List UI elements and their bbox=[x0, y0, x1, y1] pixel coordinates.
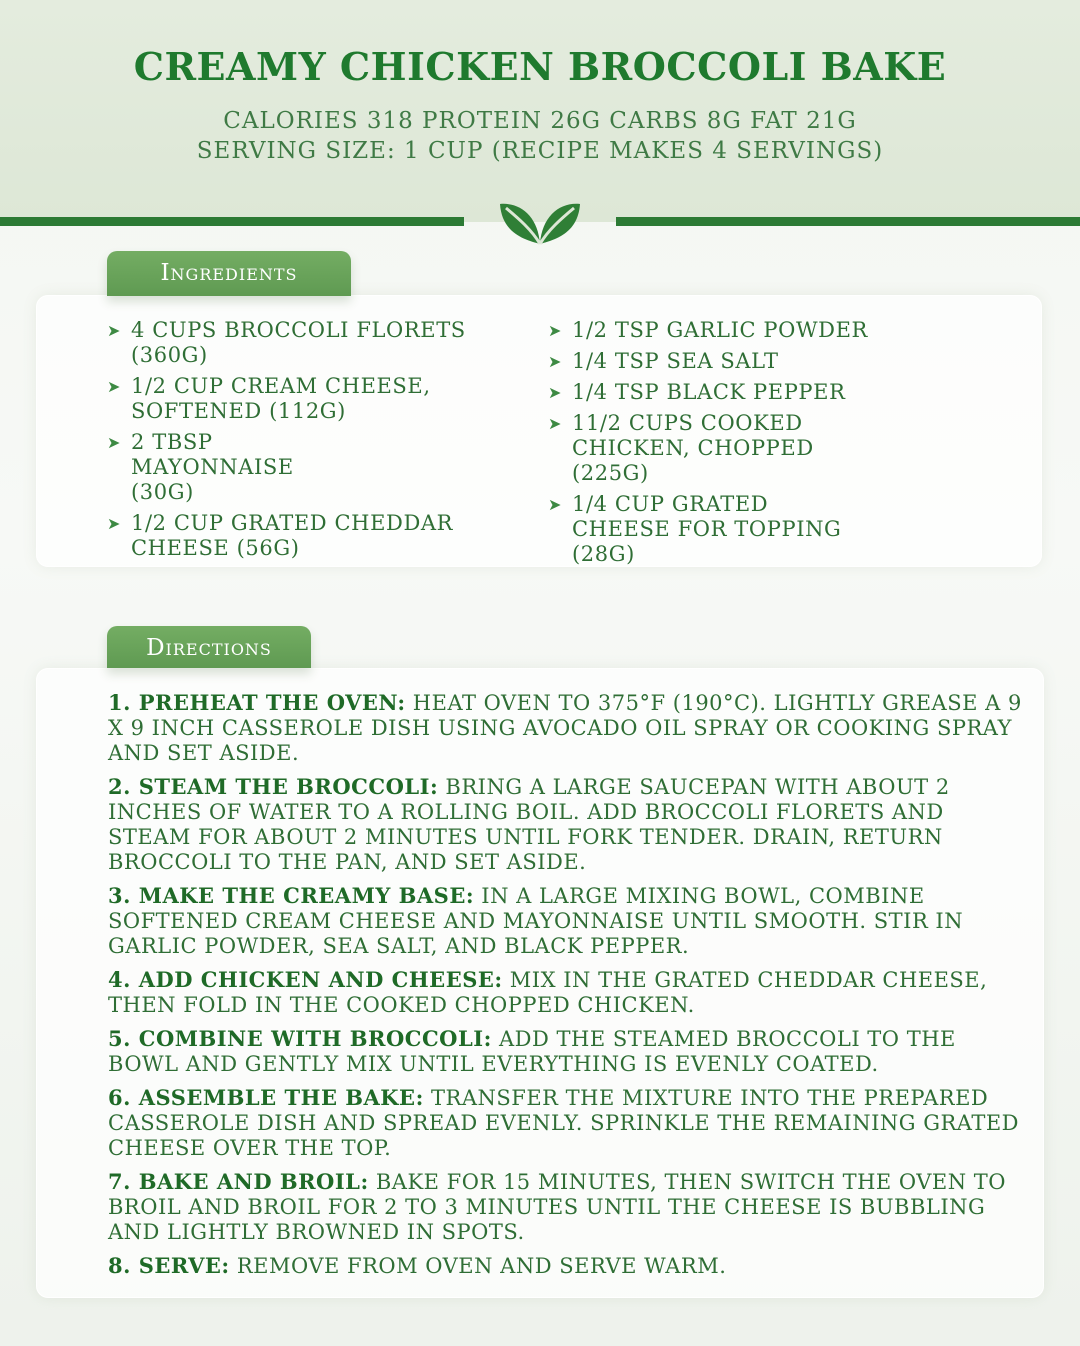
serving-info: SERVING SIZE: 1 CUP (RECIPE MAKES 4 SERVINGS) bbox=[196, 138, 884, 164]
directions-tab bbox=[107, 626, 311, 668]
chevron-right-icon: ➤ bbox=[548, 352, 563, 371]
chevron-right-icon: ➤ bbox=[548, 414, 563, 433]
list-item: ➤ 1/4 TSP SEA SALT bbox=[548, 349, 779, 373]
direction-step: 5. COMBINE WITH BROCCOLI: ADD THE STEAMED BROCCOLI TO THE BOWL AND GENTLY MIX UNTIL EVERYTHING IS EVENLY COATED. bbox=[108, 1026, 956, 1076]
direction-step: 2. STEAM THE BROCCOLI: BRING A LARGE SAUCEPAN WITH ABOUT 2 INCHES OF WATER TO A ROLLING BOIL. ADD BROCCOLI FLORETS AND STEAM FOR ABOUT 2 MINUTES UNTIL FORK TENDER. DRAIN, RETURN BROCCOLI TO THE PAN, AND SET ASIDE. bbox=[108, 774, 950, 874]
list-item: ➤ 2 TBSP MAYONNAISE (30G) bbox=[107, 430, 294, 504]
leaf-icon bbox=[496, 194, 584, 248]
directions-label: Directions bbox=[146, 635, 272, 661]
chevron-right-icon: ➤ bbox=[107, 433, 122, 452]
direction-step: 7. BAKE AND BROIL: BAKE FOR 15 MINUTES, THEN SWITCH THE OVEN TO BROIL AND BROIL FOR 2 TO 3 MINUTES UNTIL THE CHEESE IS BUBBLING AND LIGHTLY BROWNED IN SPOTS. bbox=[108, 1169, 1007, 1244]
divider-right bbox=[616, 217, 1080, 226]
ingredients-label: Ingredients bbox=[160, 260, 298, 286]
direction-step: 6. ASSEMBLE THE BAKE: TRANSFER THE MIXTURE INTO THE PREPARED CASSEROLE DISH AND SPREAD EVENLY. SPRINKLE THE REMAINING GRATED CHEESE OVER THE TOP. bbox=[108, 1085, 1019, 1160]
divider-left bbox=[0, 217, 464, 226]
recipe-title: CREAMY CHICKEN BROCCOLI BAKE bbox=[133, 44, 947, 89]
chevron-right-icon: ➤ bbox=[107, 321, 122, 340]
nutrition-info: CALORIES 318 PROTEIN 26G CARBS 8G FAT 21G bbox=[223, 108, 857, 134]
ingredients-list-right bbox=[548, 318, 928, 573]
chevron-right-icon: ➤ bbox=[548, 495, 563, 514]
list-item: ➤ 1/2 CUP GRATED CHEDDAR CHEESE (56G) bbox=[107, 511, 454, 560]
list-item: ➤ 1/4 TSP BLACK PEPPER bbox=[548, 380, 846, 404]
list-item: ➤ 1/2 CUP CREAM CHEESE, SOFTENED (112G) bbox=[107, 374, 431, 423]
directions-list bbox=[108, 690, 1028, 1287]
ingredients-list-left bbox=[107, 318, 487, 567]
direction-step: 3. MAKE THE CREAMY BASE: IN A LARGE MIXING BOWL, COMBINE SOFTENED CREAM CHEESE AND MAYONNAISE UNTIL SMOOTH. STIR IN GARLIC POWDER, SEA SALT, AND BLACK PEPPER. bbox=[108, 883, 964, 958]
list-item: ➤ 4 CUPS BROCCOLI FLORETS (360G) bbox=[107, 318, 466, 367]
direction-step: 8. SERVE: REMOVE FROM OVEN AND SERVE WARM. bbox=[108, 1253, 727, 1278]
list-item: ➤ 11/2 CUPS COOKED CHICKEN, CHOPPED (225G) bbox=[548, 411, 814, 485]
direction-step: 4. ADD CHICKEN AND CHEESE: MIX IN THE GRATED CHEDDAR CHEESE, THEN FOLD IN THE COOKED CHOPPED CHICKEN. bbox=[108, 967, 988, 1017]
chevron-right-icon: ➤ bbox=[107, 377, 122, 396]
direction-step: 1. PREHEAT THE OVEN: HEAT OVEN TO 375°F (190°C). LIGHTLY GREASE A 9 X 9 INCH CASSEROLE DISH USING AVOCADO OIL SPRAY OR COOKING SPRAY AND SET ASIDE. bbox=[108, 690, 1022, 765]
ingredients-tab bbox=[107, 251, 351, 296]
chevron-right-icon: ➤ bbox=[107, 514, 122, 533]
chevron-right-icon: ➤ bbox=[548, 321, 563, 340]
chevron-right-icon: ➤ bbox=[548, 383, 563, 402]
list-item: ➤ 1/4 CUP GRATED CHEESE FOR TOPPING (28G) bbox=[548, 492, 842, 566]
list-item: ➤ 1/2 TSP GARLIC POWDER bbox=[548, 318, 868, 342]
